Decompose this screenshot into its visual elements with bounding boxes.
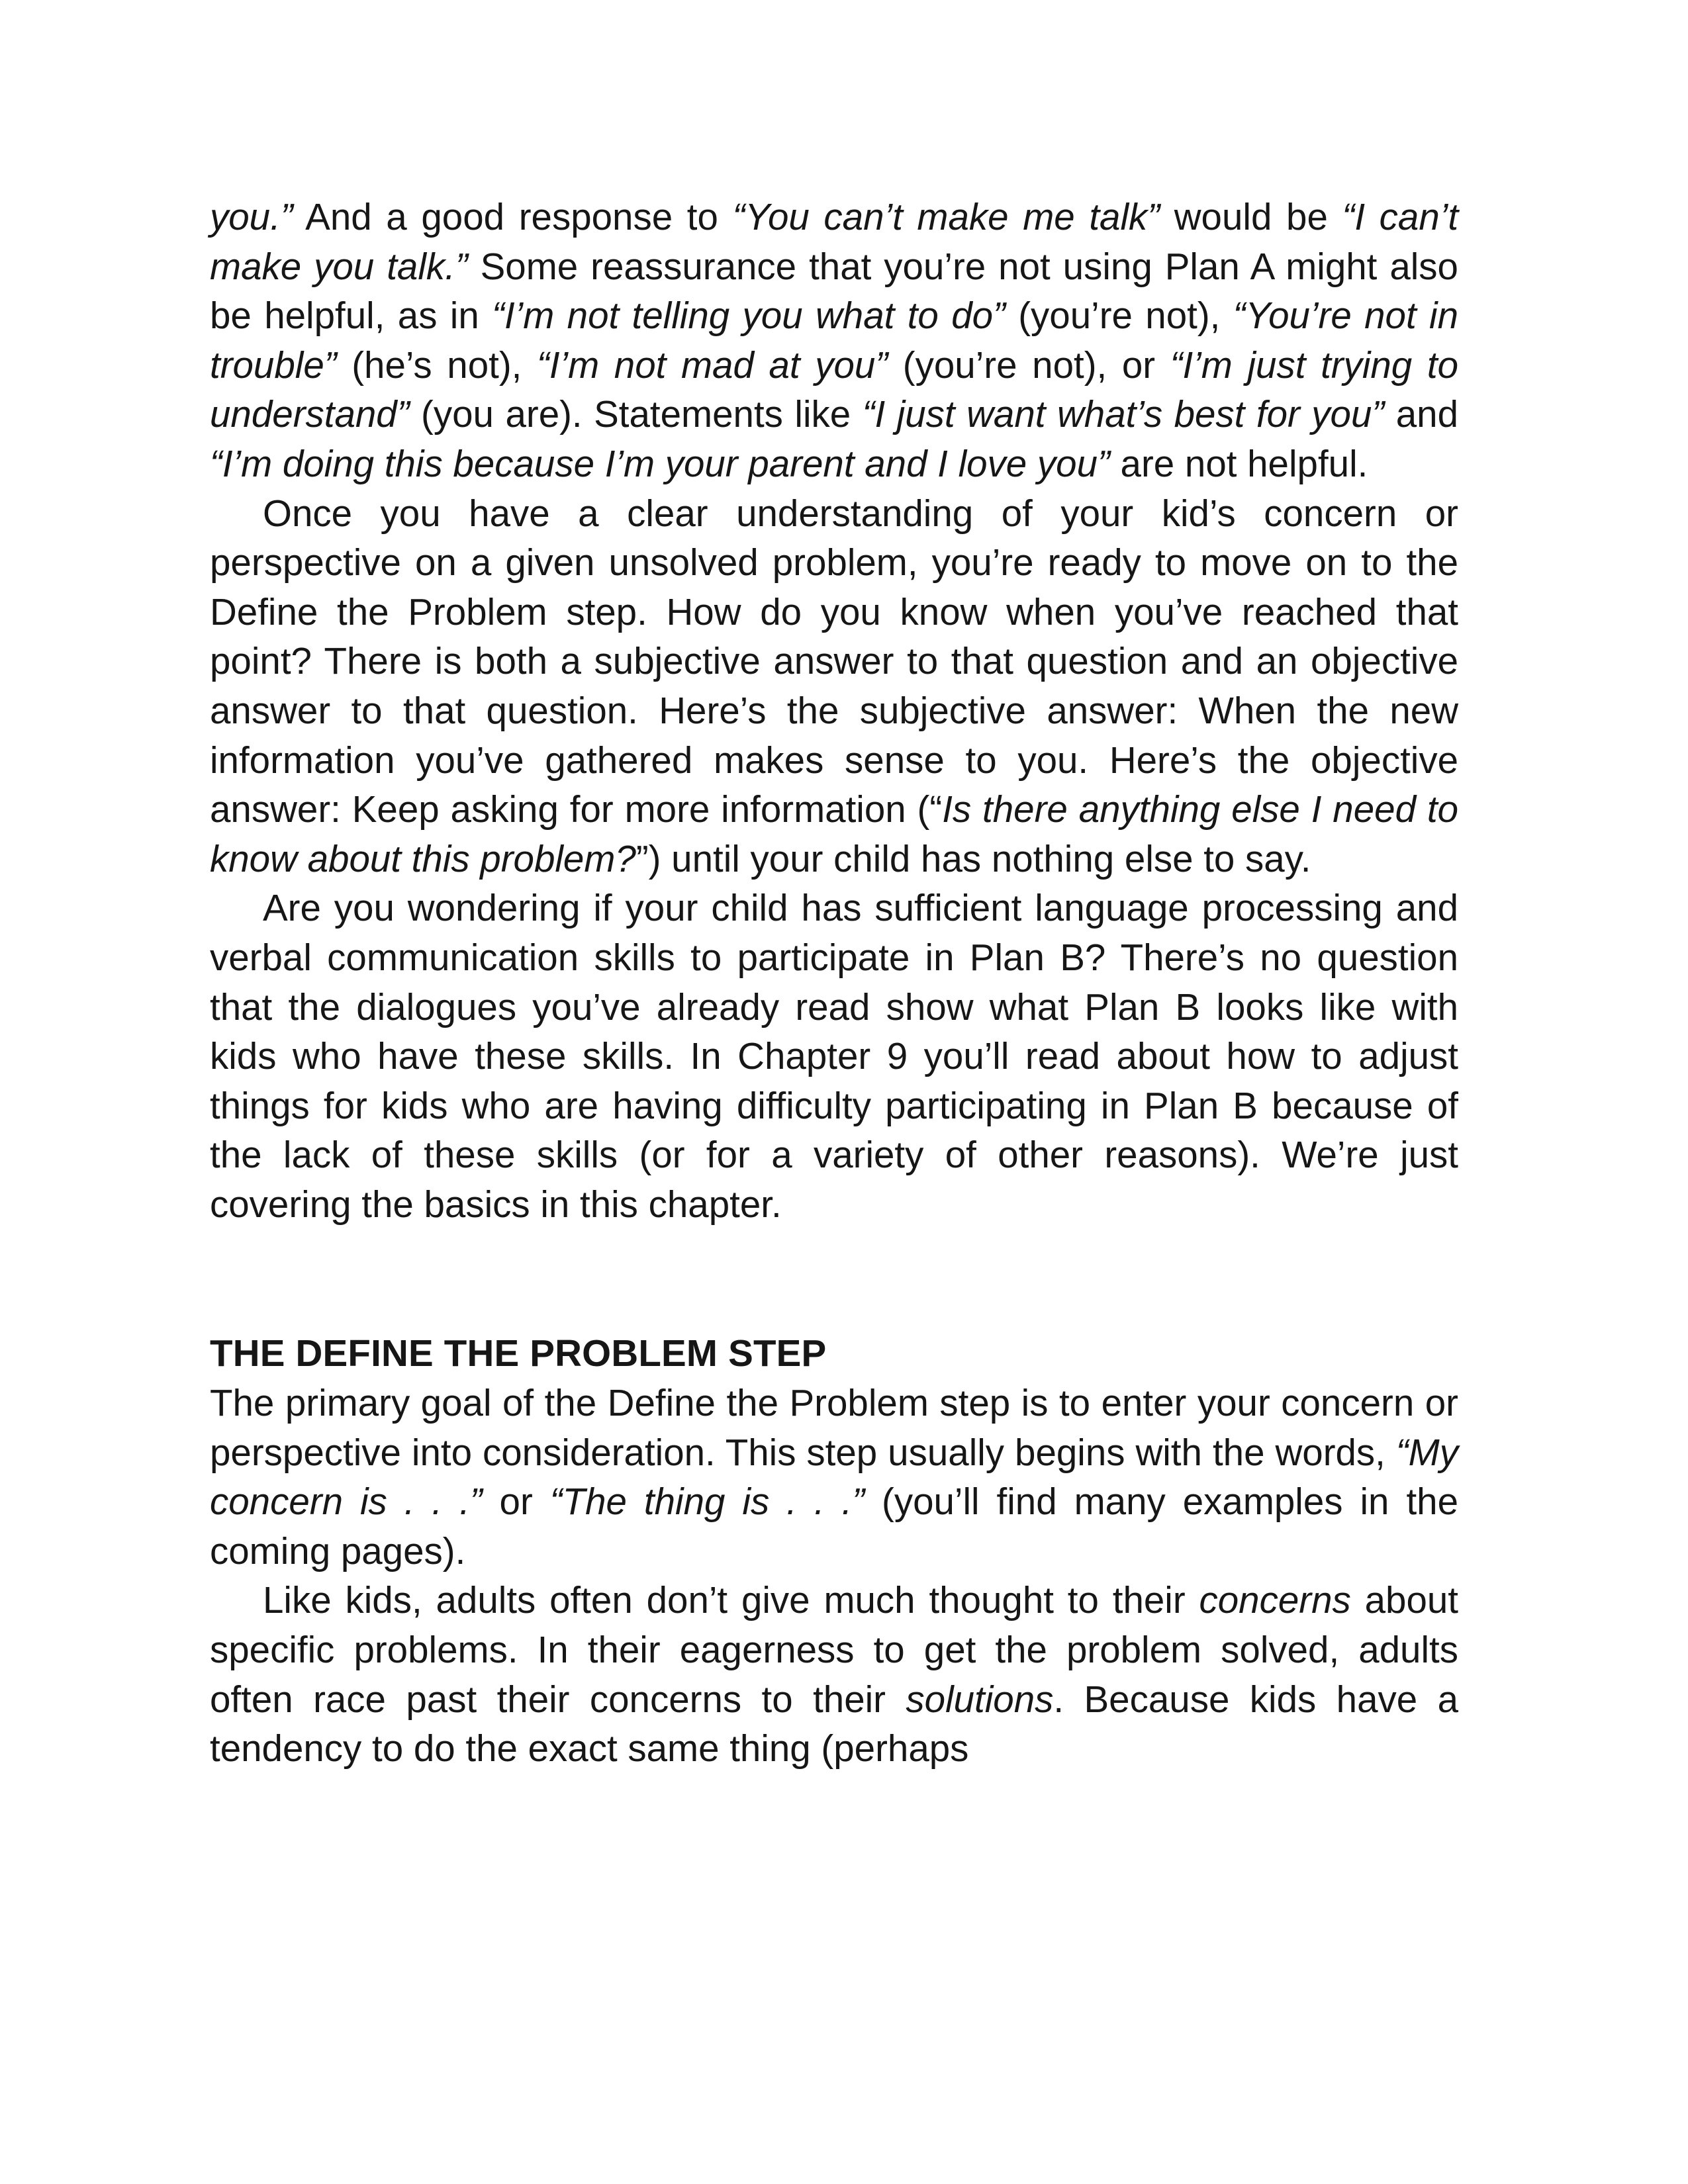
text-run: about specific problems. In their eagerness to get the problem solved, adults often race past their concerns to their xyxy=(210,1579,1458,1720)
text-run: Are you wondering if your child has sufficient language processing and verbal communication skills to participate in Plan B? There’s no question that the dialogues you’ve already read show what Plan B looks like with kids who have these skills. In Chapter 9 you’ll read about how to adjust things for kids who are having difficulty participating in Plan B because of the lack of these skills (or for a variety of other reasons). We’re just covering the basics in this chapter. xyxy=(210,887,1458,1225)
text-run: (you’re not), or xyxy=(888,343,1170,386)
italic-text: “You’re not in trouble” xyxy=(210,295,1459,386)
italic-text: “I’m doing this because I’m your parent and I love you” xyxy=(210,442,1110,484)
italic-text: “I can’t make you talk.” xyxy=(210,196,1459,287)
italic-text: “I’m not mad at you” xyxy=(537,343,888,386)
paragraphs-bottom xyxy=(210,1379,1458,1774)
italic-text: you.” xyxy=(210,196,293,238)
text-run: The primary goal of the Define the Problem step is to enter your concern or perspective into consideration. This step usually begins with the words, xyxy=(210,1382,1458,1473)
paragraphs-top xyxy=(210,193,1458,1229)
text-run: (you are). Statements like xyxy=(409,393,863,435)
text-run: Like kids, adults often don’t give much thought to their xyxy=(263,1579,1199,1621)
text-run: (he’s not), xyxy=(336,343,537,386)
book-page xyxy=(210,193,1458,1774)
italic-text: “The thing is . . .” xyxy=(549,1480,865,1523)
body-paragraph xyxy=(210,489,1458,884)
text-run: ”) until your child has nothing else to say. xyxy=(635,837,1311,880)
text-run: Once you have a clear understanding of your kid’s concern or perspective on a given unsolved problem, you’re ready to move on to the Define the Problem step. How do you know when you’ve reached that point? There is both a subjective answer to that question and an objective answer to that question. Here’s the subjective answer: When the new information you’ve gathered makes sense to you. Here’s the objective answer: Keep asking for more information (“ xyxy=(210,492,1458,831)
text-run: Some reassurance that you’re not using Plan A might also be helpful, as in xyxy=(210,245,1458,337)
text-run: are not helpful. xyxy=(1109,442,1368,484)
body-paragraph xyxy=(210,884,1458,1229)
text-run: And a good response to xyxy=(293,196,733,238)
italic-text: “You can’t make me talk” xyxy=(732,196,1160,238)
text-run: . Because kids have a tendency to do the exact same thing (perhaps xyxy=(210,1678,1458,1770)
text-run: (you’re not), xyxy=(1005,295,1233,337)
italic-text: solutions xyxy=(906,1678,1054,1720)
italic-text: “I just want what’s best for you” xyxy=(862,393,1385,435)
italic-text: “I’m not telling you what to do” xyxy=(492,295,1006,337)
body-paragraph xyxy=(210,193,1458,489)
text-run: and xyxy=(1384,393,1459,435)
italic-text: concerns xyxy=(1199,1579,1351,1621)
section-heading: THE DEFINE THE PROBLEM STEP xyxy=(210,1332,827,1375)
text-run: would be xyxy=(1160,196,1342,238)
body-paragraph xyxy=(210,1576,1458,1773)
italic-text: “My concern is . . .” xyxy=(210,1431,1458,1523)
italic-text: “I’m just trying to understand” xyxy=(210,343,1458,435)
body-paragraph xyxy=(210,1379,1458,1576)
text-run: (you’ll find many examples in the coming pages). xyxy=(210,1480,1458,1572)
italic-text: Is there anything else I need to know about this problem? xyxy=(210,788,1459,880)
text-run: or xyxy=(482,1480,550,1523)
